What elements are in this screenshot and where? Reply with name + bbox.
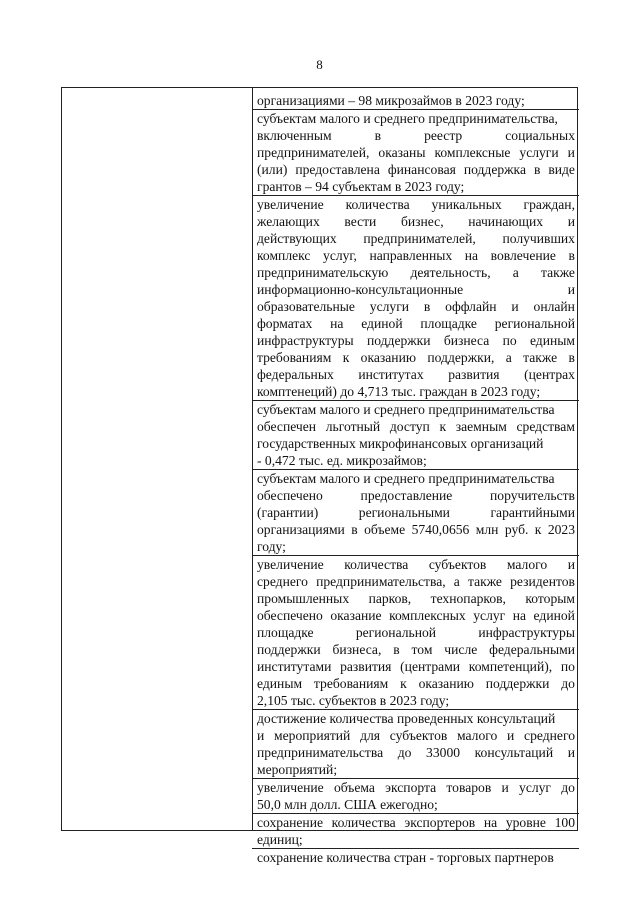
line-text: грантов – 94 субъектам в 2023 году; xyxy=(257,179,465,194)
text-line xyxy=(257,849,575,866)
word: единым xyxy=(529,333,575,348)
word: парков, xyxy=(368,591,412,606)
text-line xyxy=(257,264,575,281)
word: (центрах xyxy=(524,367,575,382)
table-paragraph xyxy=(257,849,575,866)
table-paragraph xyxy=(257,110,575,195)
text-line xyxy=(257,727,575,744)
line-text: комптенеций) до 4,713 тыс. граждан в 2023 году; xyxy=(257,384,541,399)
word: площадке xyxy=(257,625,314,640)
word: количества xyxy=(344,557,409,572)
word: консультаций xyxy=(474,745,554,760)
word: млн xyxy=(475,522,499,537)
word: включенным xyxy=(257,128,332,143)
word: также xyxy=(523,350,558,365)
table-paragraph xyxy=(257,556,575,709)
text-line xyxy=(257,298,575,315)
word: бизнеса xyxy=(443,333,490,348)
text-line xyxy=(257,470,575,487)
indicators-table xyxy=(61,87,578,865)
line-text: мероприятий; xyxy=(257,762,338,777)
word: 5740,0656 xyxy=(411,522,470,537)
text-line xyxy=(257,315,575,332)
word: увеличение xyxy=(257,197,324,212)
word: федеральными xyxy=(489,642,575,657)
word: поддержки xyxy=(366,333,431,348)
word: также xyxy=(467,574,502,589)
word: количества xyxy=(345,197,410,212)
word: мероприятий xyxy=(274,728,351,743)
text-line xyxy=(257,144,575,161)
text-line xyxy=(257,401,575,418)
word: и xyxy=(567,557,575,572)
word: и xyxy=(567,214,575,229)
word: 100 xyxy=(554,815,575,830)
word: в xyxy=(423,299,431,314)
text-line xyxy=(257,383,575,400)
word: в xyxy=(568,350,575,365)
word: к xyxy=(400,676,407,691)
word: малого xyxy=(506,557,548,572)
word: и xyxy=(567,145,575,160)
word: поддержки, xyxy=(427,350,495,365)
word: единой xyxy=(361,316,403,331)
word: доступ xyxy=(389,419,430,434)
word: получивших xyxy=(502,231,575,246)
word: товаров xyxy=(446,780,492,795)
word: предпринимательскую xyxy=(257,265,389,280)
word: субъектов xyxy=(428,557,487,572)
word: увеличение xyxy=(257,557,324,572)
text-line xyxy=(257,418,575,435)
text-line xyxy=(257,127,575,144)
word: поддержка xyxy=(463,162,526,177)
word: в xyxy=(393,642,400,657)
word: оказаны xyxy=(378,145,426,160)
word: требованиям xyxy=(313,676,389,691)
word: на xyxy=(464,248,479,263)
word: комплексных xyxy=(389,608,466,623)
line-text: организациями – 98 микрозаймов в 2023 году; xyxy=(257,93,525,108)
word: руб. xyxy=(504,522,529,537)
table-paragraph xyxy=(257,470,575,555)
text-line xyxy=(257,814,575,831)
word: требованиям xyxy=(257,350,332,365)
word: граждан, xyxy=(523,197,575,212)
text-line xyxy=(257,710,575,727)
word: и xyxy=(257,728,265,743)
line-text: 2,105 тыс. субъектов в 2023 году; xyxy=(257,693,450,708)
word: региональной xyxy=(494,316,575,331)
word: уникальных xyxy=(431,197,502,212)
word: и xyxy=(567,282,575,297)
word: развития xyxy=(448,367,500,382)
text-line xyxy=(257,538,575,555)
line-text: году; xyxy=(257,539,286,554)
text-line xyxy=(257,761,575,778)
word: и xyxy=(511,299,519,314)
word: предпринимательства, xyxy=(316,574,446,589)
text-line xyxy=(257,178,575,195)
table-right-cell xyxy=(257,92,575,866)
word: субъектов xyxy=(389,728,448,743)
text-line xyxy=(257,831,575,848)
word: бизнеса, xyxy=(332,642,382,657)
text-line xyxy=(257,247,575,264)
word: сохранение xyxy=(257,815,324,830)
word: услуг xyxy=(519,780,552,795)
word: предоставление xyxy=(360,488,453,503)
word: по xyxy=(502,333,517,348)
word: до xyxy=(561,780,575,795)
text-line xyxy=(257,366,575,383)
word: вовлечение xyxy=(490,248,556,263)
line-text: - 0,472 тыс. ед. микрозаймов; xyxy=(257,453,427,468)
text-line xyxy=(257,779,575,796)
word: к xyxy=(342,350,350,365)
text-line xyxy=(257,230,575,247)
text-line xyxy=(257,435,575,452)
word: до xyxy=(397,745,412,760)
word: увеличение xyxy=(257,780,324,795)
word: услуг, xyxy=(323,248,357,263)
word: развития xyxy=(340,659,392,674)
table-paragraph xyxy=(257,814,575,848)
word: поддержки xyxy=(485,676,550,691)
text-line xyxy=(257,607,575,624)
line-text: субъектам малого и среднего предпринимательства xyxy=(257,402,555,417)
word: онлайн xyxy=(533,299,575,314)
word: услуг xyxy=(473,608,506,623)
word: предпринимательства xyxy=(257,745,384,760)
text-line xyxy=(257,92,575,109)
line-text: единиц; xyxy=(257,832,303,847)
word: 2023 xyxy=(547,522,575,537)
word: институтах xyxy=(358,367,424,382)
word: уровне xyxy=(505,815,546,830)
word: заемным xyxy=(455,419,507,434)
word: предпринимателей, xyxy=(363,231,476,246)
word: компетенций), xyxy=(468,659,553,674)
text-line xyxy=(257,196,575,213)
word: единым xyxy=(257,676,303,691)
word: на xyxy=(512,608,527,623)
word: гарантийными xyxy=(490,505,575,520)
column-divider xyxy=(252,88,253,830)
word: (гарантии) xyxy=(257,505,319,520)
word: обеспечен xyxy=(257,419,317,434)
word: вести xyxy=(344,214,377,229)
word: 33000 xyxy=(426,745,461,760)
word: бизнес, xyxy=(400,214,444,229)
text-line xyxy=(257,675,575,692)
word: числе xyxy=(444,642,478,657)
word: оффлайн xyxy=(445,299,497,314)
word: предоставлена xyxy=(295,162,380,177)
word: которым xyxy=(525,591,575,606)
word: форматах xyxy=(257,316,313,331)
word: количества xyxy=(331,815,396,830)
text-line xyxy=(257,556,575,573)
text-line xyxy=(257,110,575,127)
word: информационно-консультационные xyxy=(257,282,464,297)
word: также xyxy=(540,265,575,280)
word: инфраструктуры xyxy=(257,333,354,348)
word: в xyxy=(351,522,358,537)
table-left-cell xyxy=(62,88,252,830)
word: объеме xyxy=(364,522,406,537)
word: социальных xyxy=(505,128,575,143)
word: (центрами xyxy=(400,659,461,674)
word: оказанию xyxy=(360,350,416,365)
word: среднего xyxy=(524,728,575,743)
word: а xyxy=(512,265,519,280)
word: реестр xyxy=(424,128,463,143)
text-line xyxy=(257,332,575,349)
word: и xyxy=(501,780,509,795)
word: том xyxy=(411,642,433,657)
word: инфраструктуры xyxy=(478,625,575,640)
word: в xyxy=(533,162,541,177)
word: до xyxy=(561,676,575,691)
line-text: 50,0 млн долл. США ежегодно; xyxy=(257,797,438,812)
word: комплекс xyxy=(257,248,311,263)
word: желающих xyxy=(257,214,320,229)
word: экспорта xyxy=(385,780,437,795)
word: обеспечено xyxy=(257,608,323,623)
word: направленных xyxy=(369,248,453,263)
word: начинающих xyxy=(468,214,544,229)
word: промышленных xyxy=(257,591,350,606)
word: к xyxy=(439,419,447,434)
word: деятельность, xyxy=(410,265,491,280)
text-line xyxy=(257,487,575,504)
word: образовательные xyxy=(257,299,355,314)
word: в xyxy=(374,128,382,143)
word: объема xyxy=(333,780,375,795)
word: организациями xyxy=(257,522,345,537)
word: оказанию xyxy=(418,676,474,691)
word: финансовая xyxy=(387,162,456,177)
text-line xyxy=(257,641,575,658)
word: малого xyxy=(457,728,498,743)
word: действующих xyxy=(257,231,337,246)
word: по xyxy=(560,659,575,674)
word: оказание xyxy=(330,608,382,623)
line-text: государственных микрофинансовых организаций xyxy=(257,436,544,451)
word: единой xyxy=(533,608,575,623)
word: экспортеров xyxy=(404,815,476,830)
table-paragraph xyxy=(257,196,575,400)
line-text: субъектам малого и среднего предпринимательства xyxy=(257,471,555,486)
word: на xyxy=(483,815,498,830)
word: технопарков, xyxy=(430,591,506,606)
word: региональными xyxy=(358,505,450,520)
word: обеспечено xyxy=(257,488,323,503)
word: предпринимателей, xyxy=(257,145,370,160)
text-line xyxy=(257,281,575,298)
word: поручительств xyxy=(490,488,575,503)
word: а xyxy=(453,574,460,589)
word: виде xyxy=(548,162,575,177)
word: в xyxy=(568,248,575,263)
word: услуги xyxy=(519,145,559,160)
text-line xyxy=(257,624,575,641)
word: комплексные xyxy=(434,145,511,160)
word: институтами xyxy=(257,659,332,674)
word: среднего xyxy=(257,574,308,589)
text-line xyxy=(257,161,575,178)
table-paragraph xyxy=(257,710,575,778)
word: к xyxy=(534,522,542,537)
word: для xyxy=(360,728,381,743)
text-line xyxy=(257,692,575,709)
word: региональной xyxy=(355,625,437,640)
word: (или) xyxy=(257,162,288,177)
text-line xyxy=(257,658,575,675)
text-line xyxy=(257,349,575,366)
text-line xyxy=(257,213,575,230)
word: а xyxy=(505,350,512,365)
text-line xyxy=(257,796,575,813)
word: поддержки xyxy=(257,642,321,657)
line-text: достижение количества проведенных консультаций xyxy=(257,711,556,726)
text-line xyxy=(257,744,575,761)
word: на xyxy=(330,316,344,331)
table-paragraph xyxy=(257,779,575,813)
word: услуги xyxy=(369,299,410,314)
text-line xyxy=(257,504,575,521)
word: средствам xyxy=(516,419,575,434)
word: и xyxy=(507,728,515,743)
text-line xyxy=(257,573,575,590)
word: льготный xyxy=(325,419,381,434)
word: федеральных xyxy=(257,367,334,382)
text-line xyxy=(257,521,575,538)
line-text: сохранение количества стран - торговых партнеров xyxy=(257,850,554,865)
line-text: субъектам малого и среднего предпринимательства, xyxy=(257,111,558,126)
text-line xyxy=(257,590,575,607)
word: и xyxy=(567,745,575,760)
table-paragraph xyxy=(257,92,575,109)
text-line xyxy=(257,452,575,469)
word: резидентов xyxy=(510,574,575,589)
table-paragraph xyxy=(257,401,575,469)
page-number: 8 xyxy=(316,57,323,72)
word: площадке xyxy=(420,316,477,331)
